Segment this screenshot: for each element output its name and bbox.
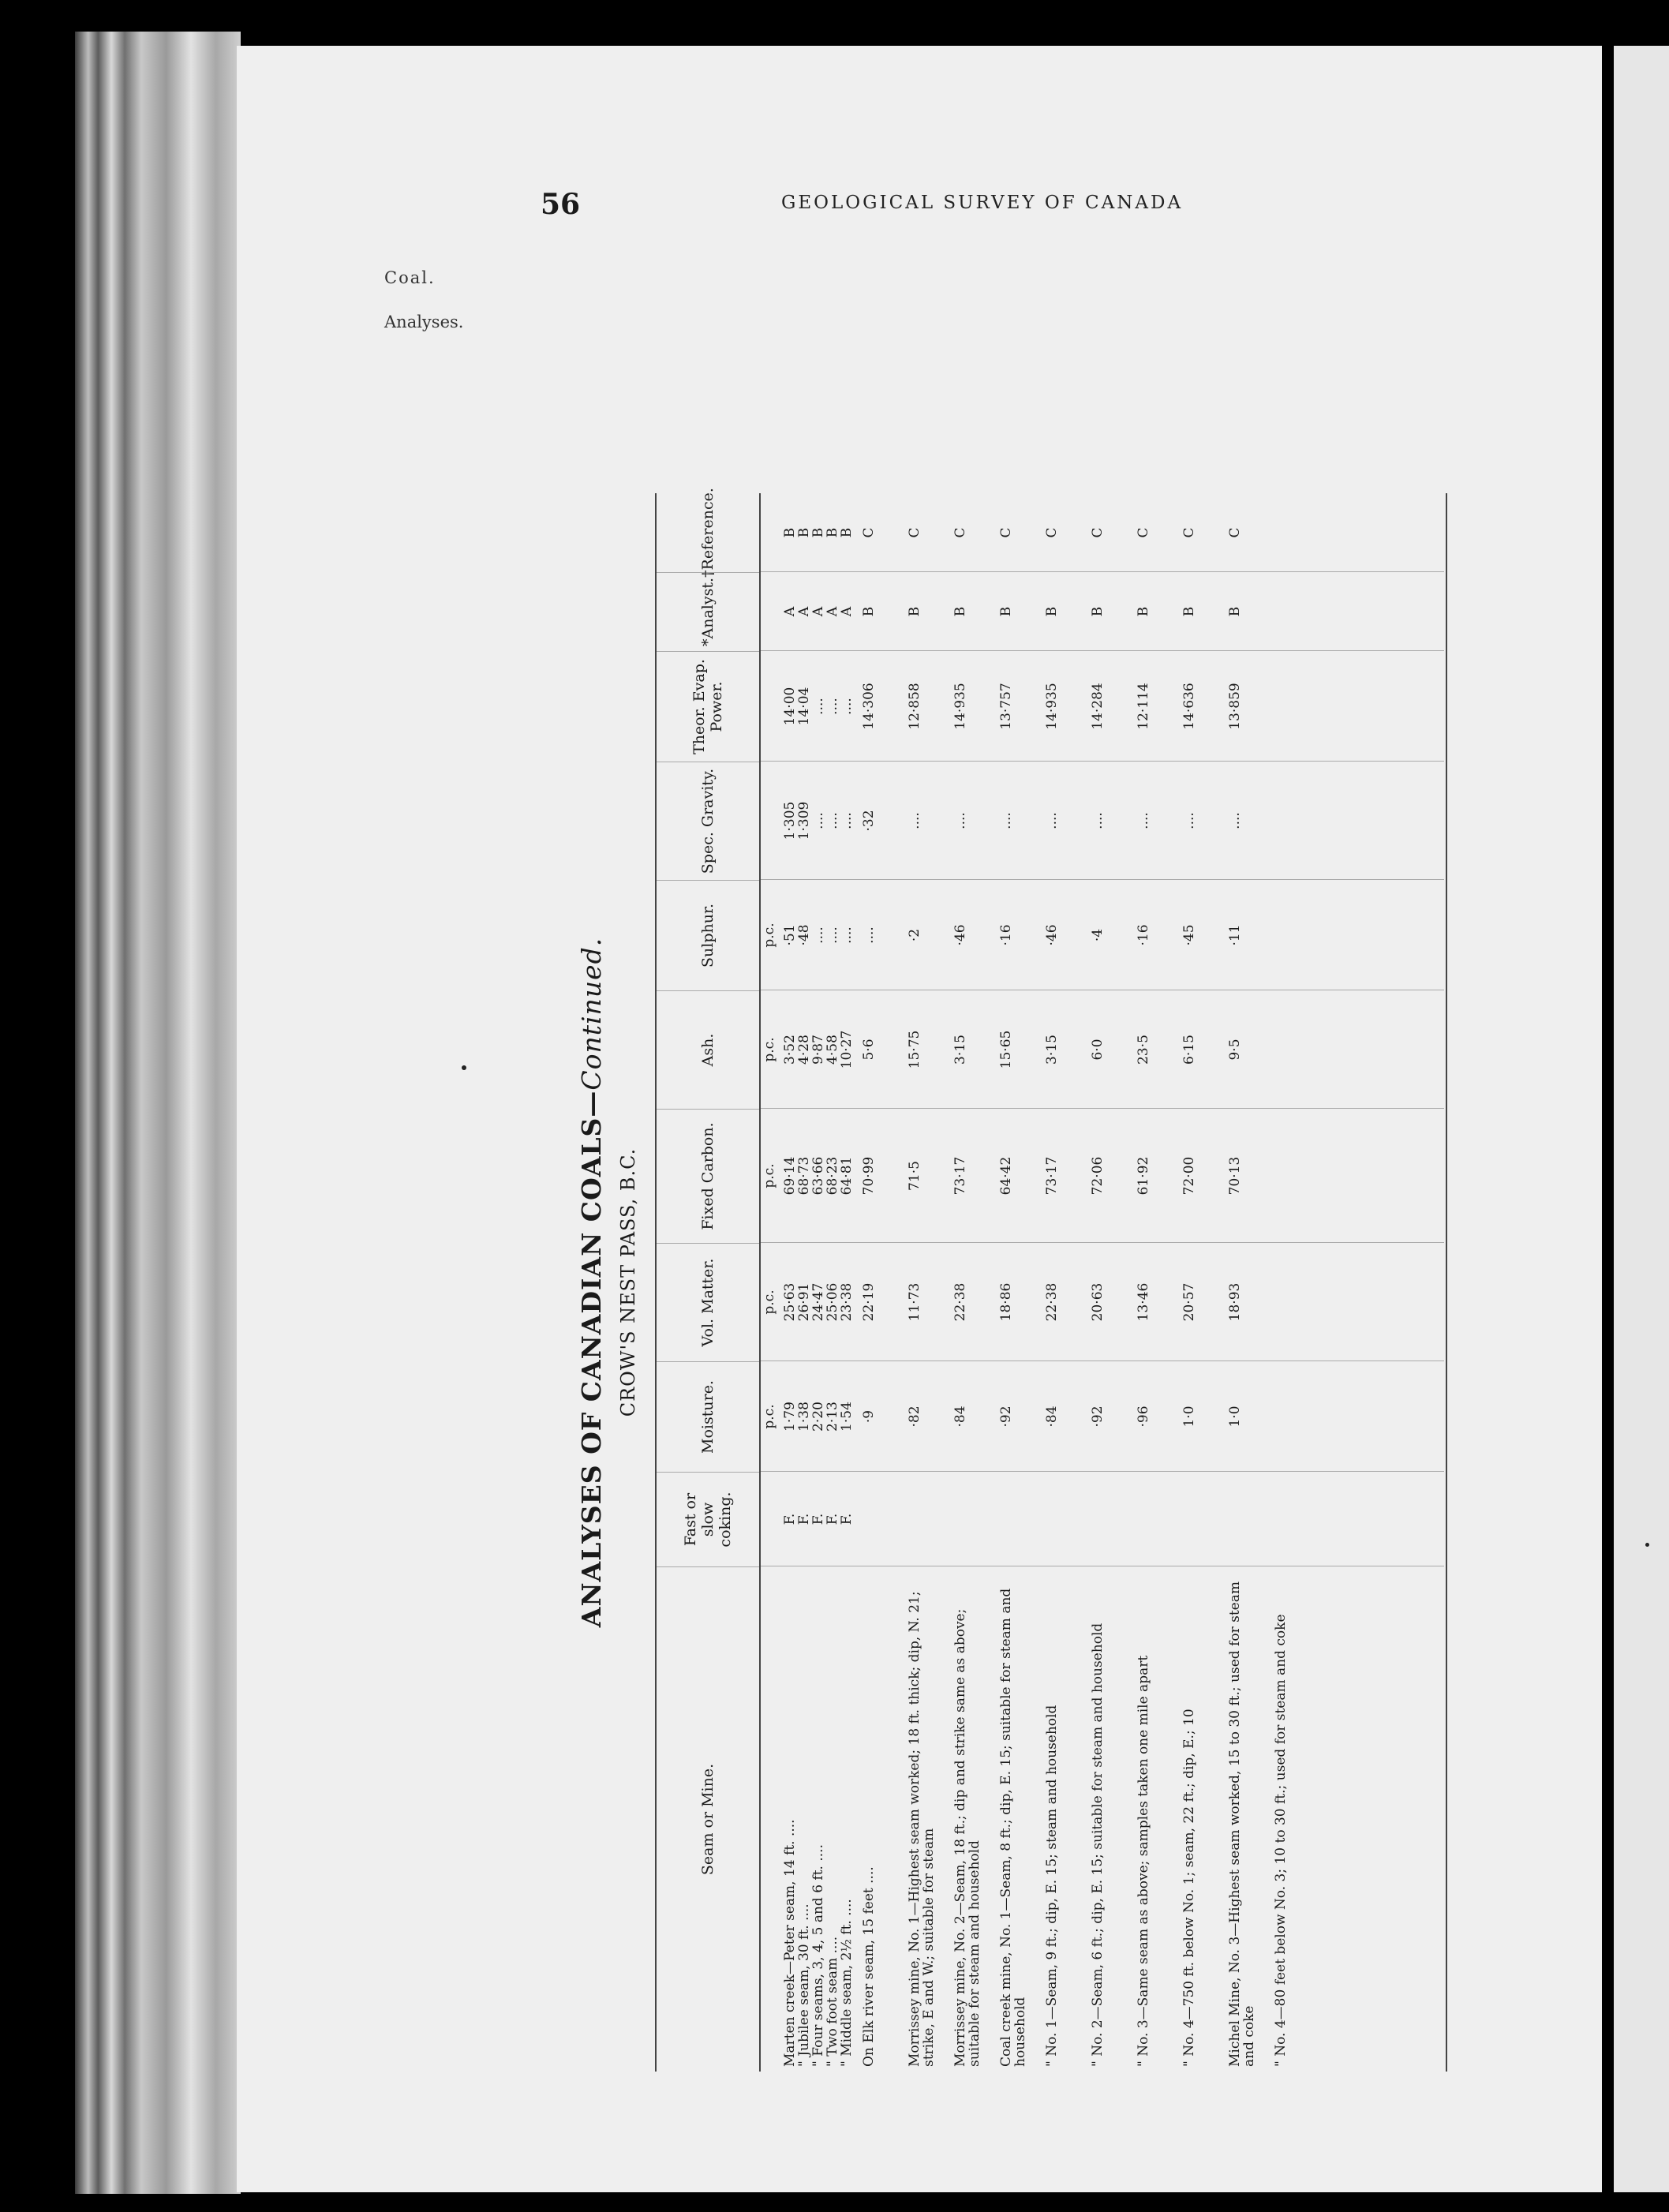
cell-ash: 3·15 bbox=[1044, 1035, 1060, 1065]
book-page-edges bbox=[75, 32, 241, 2194]
running-head: GEOLOGICAL SURVEY OF CANADA bbox=[781, 193, 1184, 213]
cell-ref: C bbox=[952, 527, 968, 538]
table-row bbox=[1089, 493, 1132, 2072]
column-rule bbox=[761, 879, 1444, 880]
table-title-continued: Continued. bbox=[576, 937, 607, 1091]
cell-sulphur: ·16 bbox=[998, 924, 1014, 946]
cell-fixed: 73·17 bbox=[952, 1156, 968, 1196]
cell-ash: 3·52 4·28 9·87 4·58 10·27 bbox=[782, 1030, 855, 1069]
cell-seam: " No. 4—80 feet below No. 3; 10 to 30 ft.; used for steam and coke bbox=[1273, 1614, 1289, 2067]
cell-sulphur: ·46 bbox=[1044, 924, 1060, 946]
cell-vol: 22·38 bbox=[952, 1282, 968, 1322]
cell-moisture: 1·0 bbox=[1227, 1405, 1243, 1428]
cell-seam: On Elk river seam, 15 feet .... bbox=[861, 1866, 877, 2067]
cell-ref bbox=[1272, 493, 1315, 572]
cell-spec: .... bbox=[1044, 812, 1060, 829]
table-row bbox=[1135, 493, 1177, 2072]
table-subtitle: CROW'S NEST PASS, B.C. bbox=[617, 1147, 639, 1417]
column-rule bbox=[761, 571, 1444, 572]
cell-analyst: B bbox=[1090, 606, 1106, 617]
cell-sulphur: ·4 bbox=[1090, 928, 1106, 942]
unit-label: p.c. bbox=[762, 1404, 777, 1429]
cell-ref: C bbox=[1181, 527, 1197, 538]
cell-seam: " No. 2—Seam, 6 ft.; dip, E. 15; suitable for steam and household bbox=[1090, 1623, 1106, 2067]
cell-fixed: 70·99 bbox=[861, 1156, 877, 1196]
cell-vol: 22·38 bbox=[1044, 1282, 1060, 1322]
cell-spec: ·32 bbox=[861, 810, 877, 832]
ink-speck bbox=[462, 1065, 466, 1070]
unit-label: p.c. bbox=[762, 923, 777, 948]
cell-analyst: B bbox=[952, 606, 968, 617]
table-row bbox=[906, 493, 949, 2072]
cell-fast bbox=[1272, 1472, 1315, 1566]
cell-ref: C bbox=[1090, 527, 1106, 538]
cell-spec: .... bbox=[1227, 812, 1243, 829]
cell-ash bbox=[1272, 990, 1315, 1109]
page-number: 56 bbox=[541, 188, 581, 221]
cell-fast bbox=[952, 1472, 994, 1566]
header-fast-slow: Fast or slow coking. bbox=[657, 1472, 759, 1566]
cell-vol: 22·19 bbox=[861, 1282, 877, 1322]
cell-fixed: 72·00 bbox=[1181, 1156, 1197, 1196]
cell-seam: " No. 1—Seam, 9 ft.; dip, E. 15; steam and household bbox=[1044, 1705, 1060, 2067]
table-row bbox=[860, 493, 903, 2072]
header-sulphur: Sulphur. bbox=[657, 880, 759, 990]
unit-label: p.c. bbox=[762, 1163, 777, 1188]
cell-sulphur: ·2 bbox=[907, 928, 922, 942]
cell-moisture: ·84 bbox=[952, 1405, 968, 1428]
cell-theor: 14·284 bbox=[1090, 683, 1106, 730]
cell-fixed bbox=[1272, 1109, 1315, 1243]
cell-fast bbox=[997, 1472, 1040, 1566]
header-ash: Ash. bbox=[657, 990, 759, 1109]
cell-moisture: 1·79 1·38 2·20 2·13 1·54 bbox=[782, 1402, 855, 1432]
cell-seam: Morrissey mine, No. 1—Highest seam worked; 18 ft. thick; dip, N. 21; strike, E and W.; suitable for steam bbox=[907, 1591, 937, 2067]
facing-page-edge bbox=[1614, 46, 1669, 2192]
column-rule bbox=[761, 650, 1444, 651]
cell-vol: 18·93 bbox=[1227, 1282, 1243, 1322]
cell-spec bbox=[1272, 762, 1315, 880]
unit-label: p.c. bbox=[762, 1037, 777, 1062]
cell-moisture: ·84 bbox=[1044, 1405, 1060, 1428]
cell-theor: 14·636 bbox=[1181, 683, 1197, 730]
cell-vol: 13·46 bbox=[1136, 1282, 1151, 1322]
header-fixed-carbon: Fixed Carbon. bbox=[657, 1109, 759, 1243]
unit-row bbox=[761, 493, 780, 2072]
analyses-table bbox=[655, 488, 1447, 2072]
cell-theor: 14·306 bbox=[861, 683, 877, 730]
cell-theor: 12·114 bbox=[1136, 683, 1151, 730]
cell-sulphur bbox=[1272, 880, 1315, 990]
table-row bbox=[997, 493, 1040, 2072]
cell-ash: 15·75 bbox=[907, 1030, 922, 1069]
cell-fast bbox=[1043, 1472, 1086, 1566]
cell-fixed: 69·14 68·73 63·66 68·23 64·81 bbox=[782, 1156, 855, 1196]
cell-theor: 12·858 bbox=[907, 683, 922, 730]
cell-ash: 15·65 bbox=[998, 1030, 1014, 1069]
cell-sulphur: ·45 bbox=[1181, 924, 1197, 946]
ink-speck bbox=[1645, 1543, 1649, 1547]
cell-sulphur: ·46 bbox=[952, 924, 968, 946]
cell-fast bbox=[1226, 1472, 1269, 1566]
cell-vol: 20·63 bbox=[1090, 1282, 1106, 1322]
table-title-main: ANALYSES OF CANADIAN COALS— bbox=[576, 1090, 607, 1628]
cell-seam: " No. 3—Same seam as above; samples taken one mile apart bbox=[1136, 1655, 1151, 2067]
cell-fixed: 70·13 bbox=[1227, 1156, 1243, 1196]
cell-ash: 6·15 bbox=[1181, 1035, 1197, 1065]
cell-analyst: B bbox=[998, 606, 1014, 617]
cell-analyst: B bbox=[1181, 606, 1197, 617]
column-rule bbox=[761, 1471, 1444, 1472]
table-row bbox=[1181, 493, 1223, 2072]
cell-fixed: 61·92 bbox=[1136, 1156, 1151, 1196]
cell-spec: .... bbox=[998, 812, 1014, 829]
cell-theor: 14·00 14·04 .... .... .... bbox=[782, 687, 855, 726]
cell-spec: .... bbox=[1181, 812, 1197, 829]
cell-sulphur: .... bbox=[861, 926, 877, 944]
cell-vol: 11·73 bbox=[907, 1282, 922, 1322]
cell-fast bbox=[860, 1472, 903, 1566]
column-rule bbox=[761, 761, 1444, 762]
cell-moisture: ·9 bbox=[861, 1409, 877, 1424]
cell-analyst: B bbox=[1044, 606, 1060, 617]
cell-seam: Coal creek mine, No. 1—Seam, 8 ft.; dip, E. 15; suitable for steam and household bbox=[998, 1588, 1028, 2067]
table-header-row bbox=[657, 488, 761, 2072]
cell-spec: .... bbox=[1136, 812, 1151, 829]
table-row bbox=[1226, 493, 1269, 2072]
table-body bbox=[761, 493, 1444, 2072]
cell-ref: C bbox=[1227, 527, 1243, 538]
cell-theor bbox=[1272, 651, 1315, 762]
cell-fast bbox=[1181, 1472, 1223, 1566]
cell-ref: C bbox=[861, 527, 877, 538]
cell-theor: 13·757 bbox=[998, 683, 1014, 730]
cell-fast bbox=[1089, 1472, 1132, 1566]
header-moisture: Moisture. bbox=[657, 1361, 759, 1472]
header-seam: Seam or Mine. bbox=[657, 1566, 759, 2072]
cell-fixed: 64·42 bbox=[998, 1156, 1014, 1196]
unit-label: p.c. bbox=[762, 1289, 777, 1315]
cell-ref: C bbox=[1044, 527, 1060, 538]
cell-ash: 5·6 bbox=[861, 1039, 877, 1061]
cell-analyst: B bbox=[861, 606, 877, 617]
cell-seam: " No. 4—750 ft. below No. 1; seam, 22 ft.; dip, E.; 10 bbox=[1181, 1709, 1197, 2067]
cell-seam: Michel Mine, No. 3—Highest seam worked, 15 to 30 ft.; used for steam and coke bbox=[1227, 1581, 1257, 2067]
cell-theor: 14·935 bbox=[952, 683, 968, 730]
cell-fixed: 71·5 bbox=[907, 1161, 922, 1191]
table-title bbox=[576, 485, 607, 2079]
cell-vol: 20·57 bbox=[1181, 1282, 1197, 1322]
header-vol-matter: Vol. Matter. bbox=[657, 1243, 759, 1361]
cell-vol: 25·63 26·91 24·47 25·06 23·38 bbox=[782, 1282, 855, 1322]
cell-analyst: A A A A A bbox=[782, 606, 855, 617]
cell-ref: C bbox=[1136, 527, 1151, 538]
cell-vol: 18·86 bbox=[998, 1282, 1014, 1322]
table-row bbox=[1043, 493, 1086, 2072]
margin-note-analyses: Analyses. bbox=[384, 313, 464, 331]
header-spec-gravity: Spec. Gravity. bbox=[657, 762, 759, 880]
column-rule bbox=[761, 1242, 1444, 1243]
cell-theor: 14·935 bbox=[1044, 683, 1060, 730]
cell-analyst: B bbox=[1227, 606, 1243, 617]
cell-ref: C bbox=[907, 527, 922, 538]
cell-spec: 1·305 1·309 .... .... .... bbox=[782, 801, 855, 840]
cell-ref: C bbox=[998, 527, 1014, 538]
cell-seam: Marten creek—Peter seam, 14 ft. .... " Jubilee seam, 30 ft. .... " Four seams, 3, 4, 5 and 6 ft. .... " Two foot seam .... " Middle seam, 2½ ft. .... bbox=[782, 1819, 855, 2067]
cell-ash: 6·0 bbox=[1090, 1039, 1106, 1061]
cell-fast bbox=[1135, 1472, 1177, 1566]
cell-spec: .... bbox=[952, 812, 968, 829]
margin-note-coal: Coal. bbox=[384, 268, 436, 287]
cell-moisture: ·92 bbox=[998, 1405, 1014, 1428]
cell-sulphur: ·11 bbox=[1227, 924, 1243, 946]
cell-moisture bbox=[1272, 1361, 1315, 1472]
cell-ash: 3·15 bbox=[952, 1035, 968, 1065]
cell-moisture: ·92 bbox=[1090, 1405, 1106, 1428]
cell-fast bbox=[906, 1472, 949, 1566]
cell-vol bbox=[1272, 1243, 1315, 1361]
cell-moisture: ·96 bbox=[1136, 1405, 1151, 1428]
table-row bbox=[1272, 493, 1315, 2072]
table-row bbox=[952, 493, 994, 2072]
cell-analyst: B bbox=[907, 606, 922, 617]
cell-moisture: ·82 bbox=[907, 1405, 922, 1428]
column-rule bbox=[761, 1108, 1444, 1109]
cell-ash: 23·5 bbox=[1136, 1035, 1151, 1065]
cell-analyst: B bbox=[1136, 606, 1151, 617]
cell-ash: 9·5 bbox=[1227, 1039, 1243, 1061]
cell-analyst bbox=[1272, 572, 1315, 651]
header-reference: †Reference. bbox=[699, 488, 717, 578]
cell-ref: B B B B B bbox=[782, 527, 855, 538]
cell-fixed: 73·17 bbox=[1044, 1156, 1060, 1196]
cell-fast: F. F. F. F. F. bbox=[782, 1513, 855, 1525]
cell-sulphur: ·16 bbox=[1136, 924, 1151, 946]
cell-theor: 13·859 bbox=[1227, 683, 1243, 730]
table-row bbox=[781, 493, 857, 2072]
cell-fixed: 72·06 bbox=[1090, 1156, 1106, 1196]
cell-spec: .... bbox=[907, 812, 922, 829]
header-analyst: *Analyst. bbox=[657, 572, 759, 651]
header-theor-evap: Theor. Evap. Power. bbox=[657, 651, 759, 762]
cell-moisture: 1·0 bbox=[1181, 1405, 1197, 1428]
rotated-table-block bbox=[576, 485, 1452, 2079]
cell-sulphur: ·51 ·48 .... .... .... bbox=[782, 924, 855, 946]
cell-spec: .... bbox=[1090, 812, 1106, 829]
cell-seam: Morrissey mine, No. 2—Seam, 18 ft.; dip and strike same as above; suitable for steam and household bbox=[952, 1608, 982, 2067]
